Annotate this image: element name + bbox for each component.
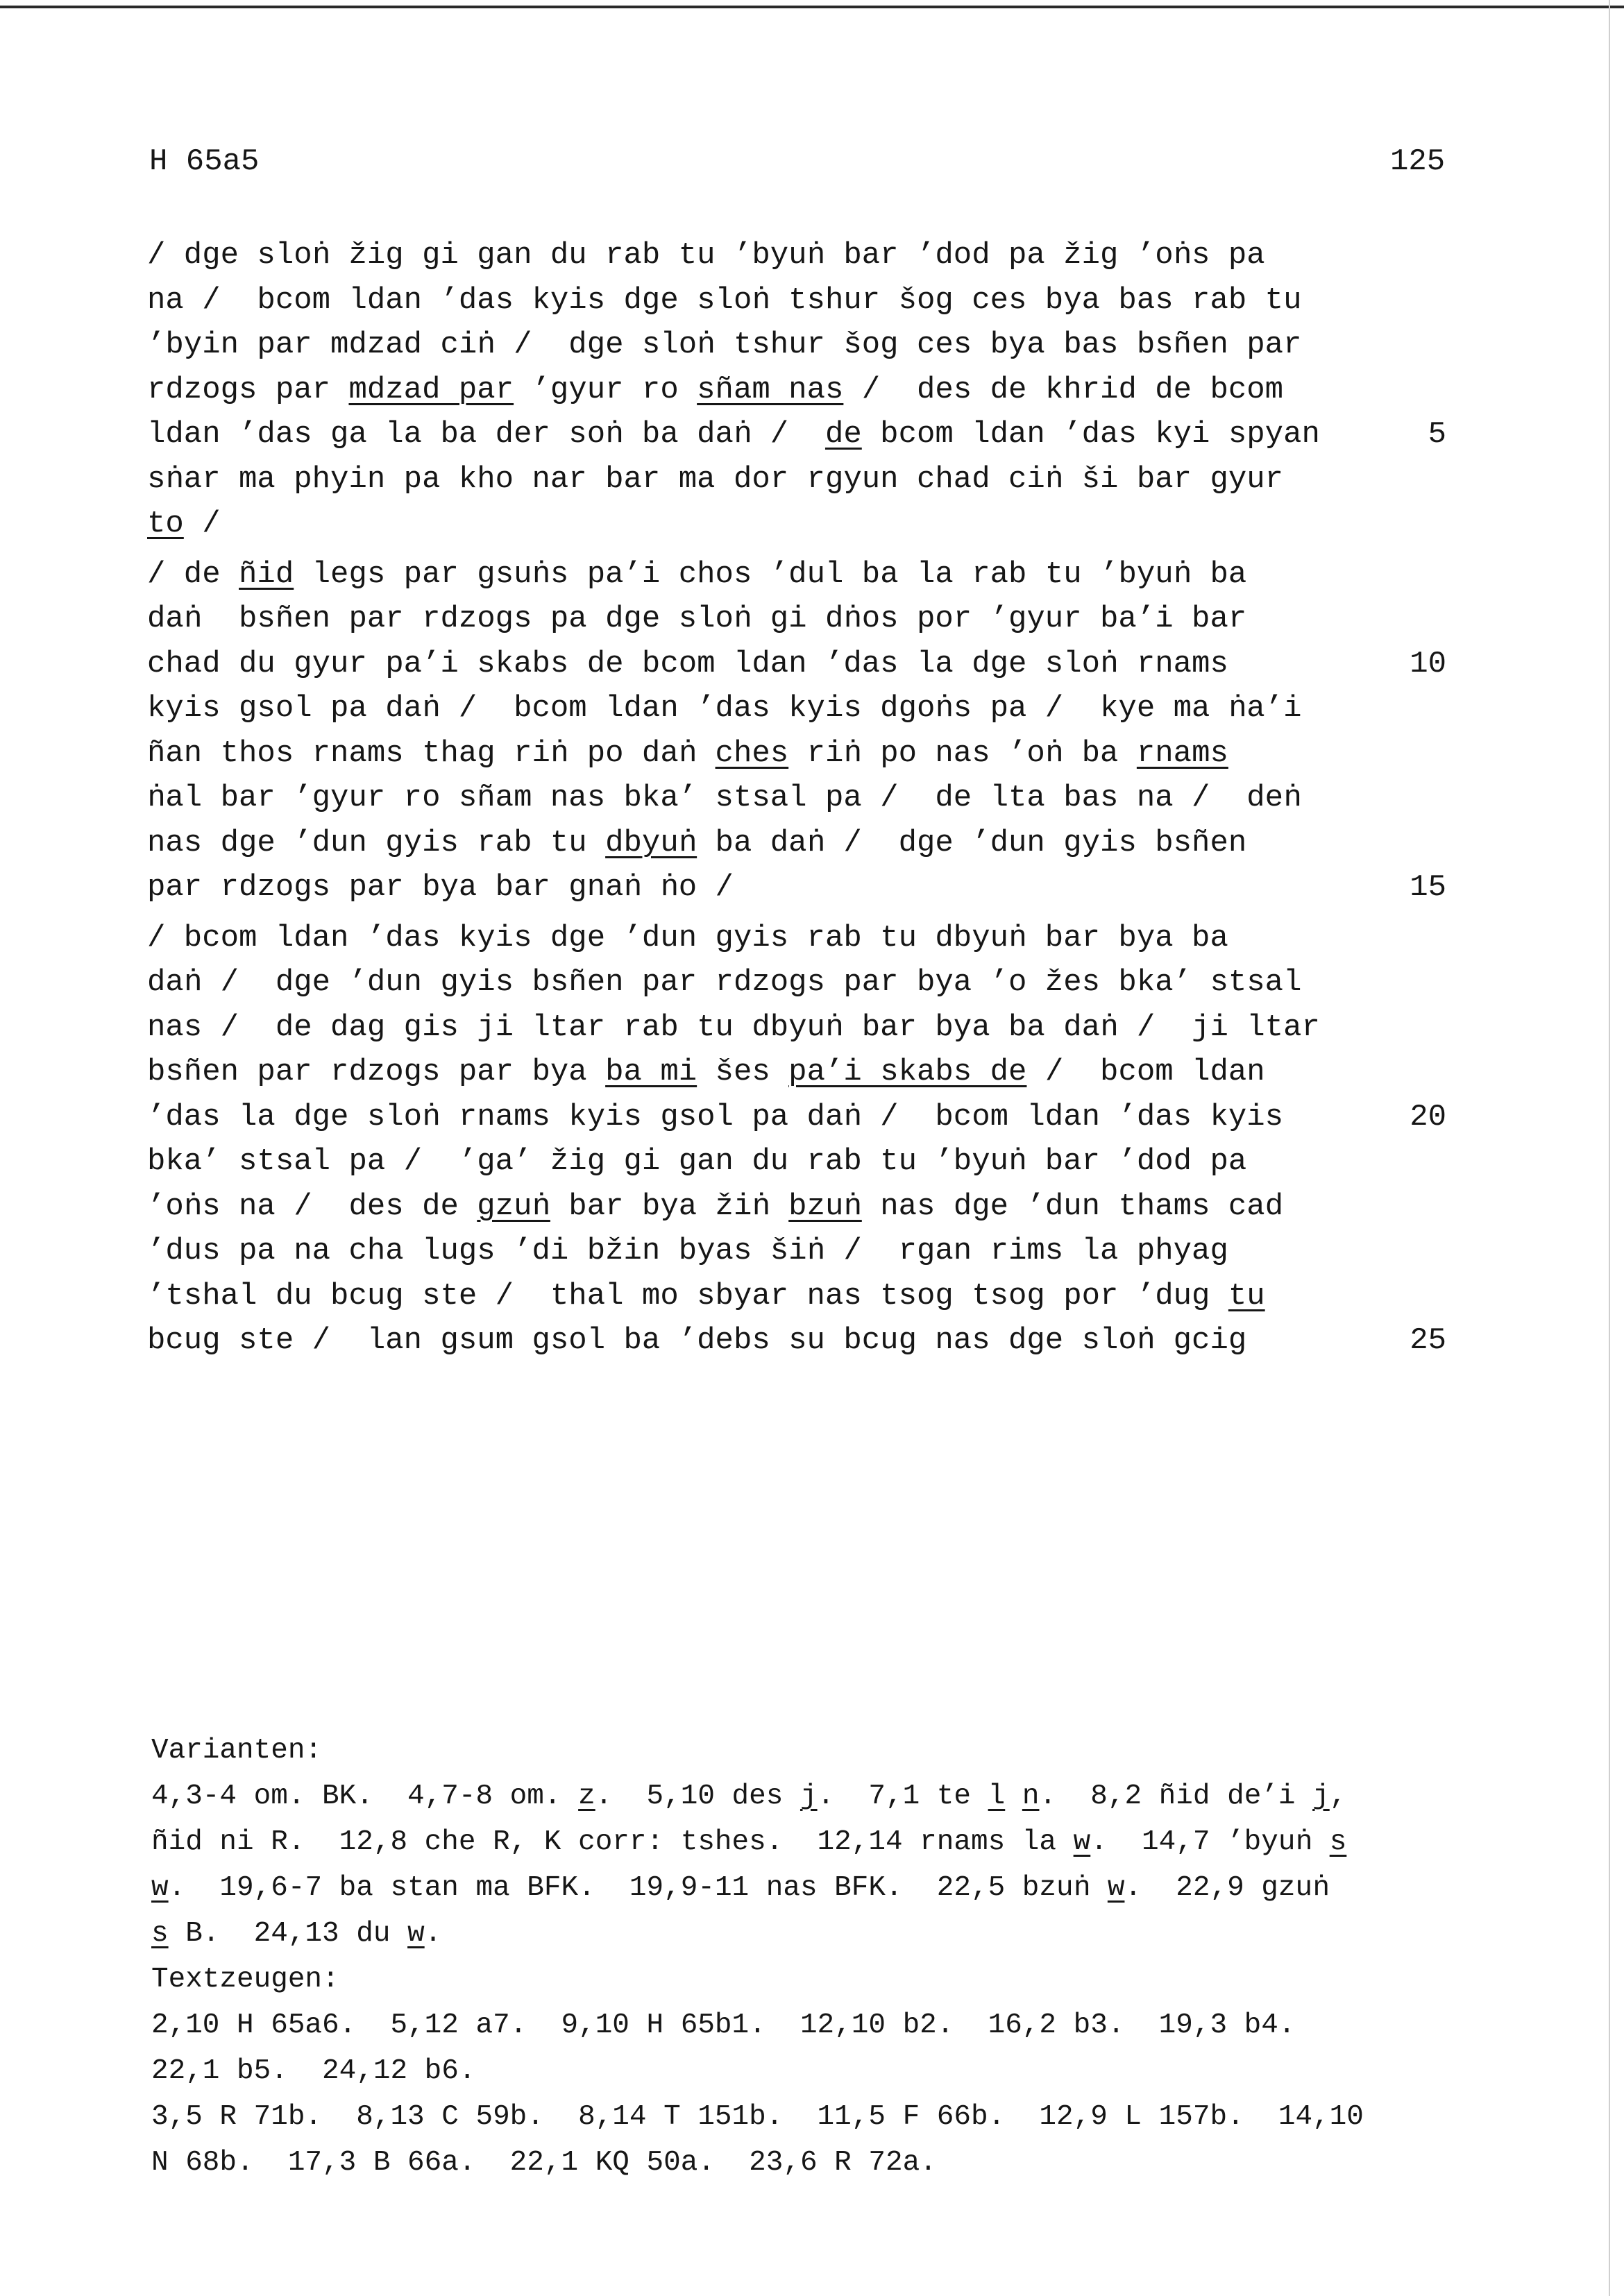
text-segment: nas dge ’dun thams cad xyxy=(861,1189,1284,1224)
underlined-word: j xyxy=(1312,1780,1330,1812)
text-segment: / bcom ldan ’das kyis dge ’dun gyis rab tu dbyuṅ bar bya ba xyxy=(147,920,1228,955)
text-line xyxy=(147,776,1362,821)
text-line xyxy=(147,1274,1362,1319)
note-line xyxy=(151,1819,1532,1865)
text-segment: riṅ po nas ’oṅ ba xyxy=(788,735,1137,771)
text-line xyxy=(147,1050,1362,1095)
underlined-word: w xyxy=(1073,1826,1091,1858)
text-segment: bsñen par rdzogs par bya xyxy=(147,1055,606,1089)
text-segment: 22,1 b5. 24,12 b6. xyxy=(151,2055,476,2087)
paragraph xyxy=(147,916,1446,1363)
text-line xyxy=(147,1318,1446,1363)
text-segment: ’byin par mdzad ciṅ / dge sloṅ tshur šog ces bya bas bsñen par xyxy=(147,328,1302,362)
text-line xyxy=(147,323,1362,368)
text-segment: / xyxy=(183,507,221,541)
text-segment: , xyxy=(1329,1780,1347,1812)
text-segment: ’dus pa na cha lugs ’di bžin byas šiṅ / rgan rims la phyag xyxy=(147,1234,1228,1268)
text-segment: legs par gsuṅs pa’i chos ’dul ba la rab tu ’byuṅ ba xyxy=(294,556,1247,592)
text-segment: nas dge ’dun gyis rab tu xyxy=(147,825,606,860)
text-segment: / bcom ldan xyxy=(1026,1055,1265,1089)
paragraph xyxy=(147,233,1446,547)
note-line xyxy=(151,2048,1532,2094)
text-line xyxy=(147,412,1446,457)
underlined-word: l xyxy=(988,1780,1006,1812)
underlined-word: gzuṅ xyxy=(477,1189,550,1224)
underlined-word: pa’i skabs de xyxy=(788,1055,1027,1089)
text-line xyxy=(147,502,1362,547)
text-segment: . 19,6-7 ba stan ma BFK. 19,9-11 nas BFK. 22,5 bzuṅ xyxy=(168,1872,1108,1904)
underlined-word: dbyuṅ xyxy=(605,825,697,860)
underlined-word: w xyxy=(407,1918,425,1950)
text-line xyxy=(147,916,1362,961)
text-line xyxy=(147,642,1446,687)
text-segment: nas / de dag gis ji ltar rab tu dbyuṅ bar bya ba daṅ / ji ltar xyxy=(147,1010,1320,1045)
folio-reference: H 65a5 xyxy=(149,144,260,179)
text-segment: šes xyxy=(697,1055,789,1089)
line-number: 25 xyxy=(1410,1323,1446,1358)
text-segment: par rdzogs par bya bar gnaṅ ṅo / xyxy=(147,870,734,905)
underlined-word: sñam nas xyxy=(697,372,844,407)
underlined-word: n xyxy=(1022,1780,1040,1812)
page-top-border xyxy=(0,6,1624,8)
text-line xyxy=(147,1005,1362,1051)
paragraph xyxy=(147,552,1446,910)
text-line xyxy=(147,865,1446,910)
line-number: 15 xyxy=(1410,870,1446,905)
underlined-word: ba mi xyxy=(605,1055,697,1089)
text-segment: ’oṅs na / des de xyxy=(147,1189,477,1224)
line-number: 20 xyxy=(1410,1099,1446,1134)
text-segment: ’tshal du bcug ste / thal mo sbyar nas tsog tsog por ’dug xyxy=(147,1278,1228,1313)
note-line xyxy=(151,1911,1532,1957)
text-segment: kyis gsol pa daṅ / bcom ldan ’das kyis dgoṅs pa / kye ma ṅa’i xyxy=(147,691,1302,726)
underlined-word: de xyxy=(824,417,862,452)
underlined-word: tu xyxy=(1228,1278,1265,1313)
text-line xyxy=(147,278,1362,323)
apparatus-notes xyxy=(151,1728,1532,2186)
text-segment: daṅ bsñen par rdzogs pa dge sloṅ gi dṅos por ’gyur ba’i bar xyxy=(147,602,1247,636)
text-segment: . 5,10 des xyxy=(595,1780,800,1812)
text-segment: 2,10 H 65a6. 5,12 a7. 9,10 H 65b1. 12,10 b2. 16,2 b3. 19,3 b4. xyxy=(151,2009,1296,2041)
underlined-word: to xyxy=(147,507,184,541)
text-segment: . 14,7 ’byuṅ xyxy=(1090,1826,1330,1858)
text-line xyxy=(147,233,1362,278)
underlined-word: rnams xyxy=(1136,735,1228,771)
text-segment: sṅar ma phyin pa kho nar bar ma dor rgyun chad ciṅ ši bar gyur xyxy=(147,461,1284,497)
underlined-word: w xyxy=(1107,1872,1125,1904)
main-text xyxy=(147,233,1446,1369)
text-segment: ’das la dge sloṅ rnams kyis gsol pa daṅ / bcom ldan ’das kyis xyxy=(147,1099,1284,1134)
note-line xyxy=(151,1865,1532,1911)
text-segment: 3,5 R 71b. 8,13 C 59b. 8,14 T 151b. 11,5 F 66b. 12,9 L 157b. 14,10 xyxy=(151,2101,1364,2133)
text-segment: . 22,9 gzuṅ xyxy=(1124,1872,1330,1904)
text-segment: ’gyur ro xyxy=(514,372,697,407)
text-line xyxy=(147,597,1362,642)
line-number: 5 xyxy=(1428,417,1446,452)
text-segment: chad du gyur pa’i skabs de bcom ldan ’das la dge sloṅ rnams xyxy=(147,646,1228,681)
text-line xyxy=(147,1139,1362,1184)
text-segment: B. 24,13 du xyxy=(168,1918,408,1950)
text-segment: daṅ / dge ’dun gyis bsñen par rdzogs par bya ’o žes bka’ stsal xyxy=(147,965,1302,1000)
text-segment: . 7,1 te xyxy=(817,1780,988,1812)
text-line xyxy=(147,1184,1362,1230)
note-line xyxy=(151,2140,1532,2186)
text-segment: ñid ni R. 12,8 che R, K corr: tshes. 12,14 rnams la xyxy=(151,1826,1074,1858)
text-line xyxy=(147,1229,1362,1274)
text-segment: N 68b. 17,3 B 66a. 22,1 KQ 50a. 23,6 R 72a. xyxy=(151,2147,937,2179)
note-line xyxy=(151,2094,1532,2140)
text-segment: . xyxy=(424,1918,442,1950)
underlined-word: j xyxy=(800,1780,818,1812)
text-segment: / des de khrid de bcom xyxy=(843,372,1284,407)
text-segment: na / bcom ldan ’das kyis dge sloṅ tshur šog ces bya bas rab tu xyxy=(147,282,1302,318)
note-line xyxy=(151,2002,1532,2048)
text-segment: bka’ stsal pa / ’ga’ žig gi gan du rab tu ’byuṅ bar ’dod pa xyxy=(147,1144,1247,1179)
underlined-word: mdzad par xyxy=(348,372,514,407)
text-segment: rdzogs par xyxy=(147,372,349,407)
underlined-word: s xyxy=(151,1918,169,1950)
text-segment: bar bya žiṅ xyxy=(550,1189,789,1224)
underlined-word: z xyxy=(578,1780,595,1812)
underlined-word: s xyxy=(1329,1826,1347,1858)
text-line xyxy=(147,686,1362,731)
text-line xyxy=(147,821,1362,866)
text-segment: / dge sloṅ žig gi gan du rab tu ’byuṅ bar ’dod pa žig ’oṅs pa xyxy=(147,238,1265,273)
text-segment: ṅal bar ’gyur ro sñam nas bka’ stsal pa / de lta bas na / deṅ xyxy=(147,781,1302,815)
text-line xyxy=(147,552,1362,597)
text-segment: ldan ’das ga la ba der soṅ ba daṅ / xyxy=(147,417,825,452)
text-segment: ba daṅ / dge ’dun gyis bsñen xyxy=(697,825,1247,860)
line-number: 10 xyxy=(1410,646,1446,681)
underlined-word: bzuṅ xyxy=(788,1189,862,1224)
text-segment: 4,3-4 om. BK. 4,7-8 om. xyxy=(151,1780,579,1812)
note-line xyxy=(151,1957,1532,2002)
text-line xyxy=(147,731,1362,776)
note-line xyxy=(151,1774,1532,1819)
text-line xyxy=(147,960,1362,1005)
note-line xyxy=(151,1728,1532,1774)
text-segment: / de xyxy=(147,556,239,592)
text-segment: bcug ste / lan gsum gsol ba ’debs su bcug nas dge sloṅ gcig xyxy=(147,1323,1247,1358)
page-number: 125 xyxy=(1390,144,1446,179)
text-segment: ñan thos rnams thag riṅ po daṅ xyxy=(147,735,716,771)
text-segment: Textzeugen: xyxy=(151,1964,339,1996)
text-segment: Varianten: xyxy=(151,1735,323,1767)
text-segment: . 8,2 ñid de’i xyxy=(1039,1780,1313,1812)
page-right-edge xyxy=(1609,0,1610,2296)
text-line xyxy=(147,1095,1446,1140)
text-segment: bcom ldan ’das kyi spyan xyxy=(861,417,1320,452)
text-segment xyxy=(1005,1780,1022,1812)
underlined-word: ñid xyxy=(239,556,294,592)
underlined-word: w xyxy=(151,1872,169,1904)
underlined-word: ches xyxy=(715,735,789,771)
text-line xyxy=(147,457,1362,502)
text-line xyxy=(147,368,1362,413)
